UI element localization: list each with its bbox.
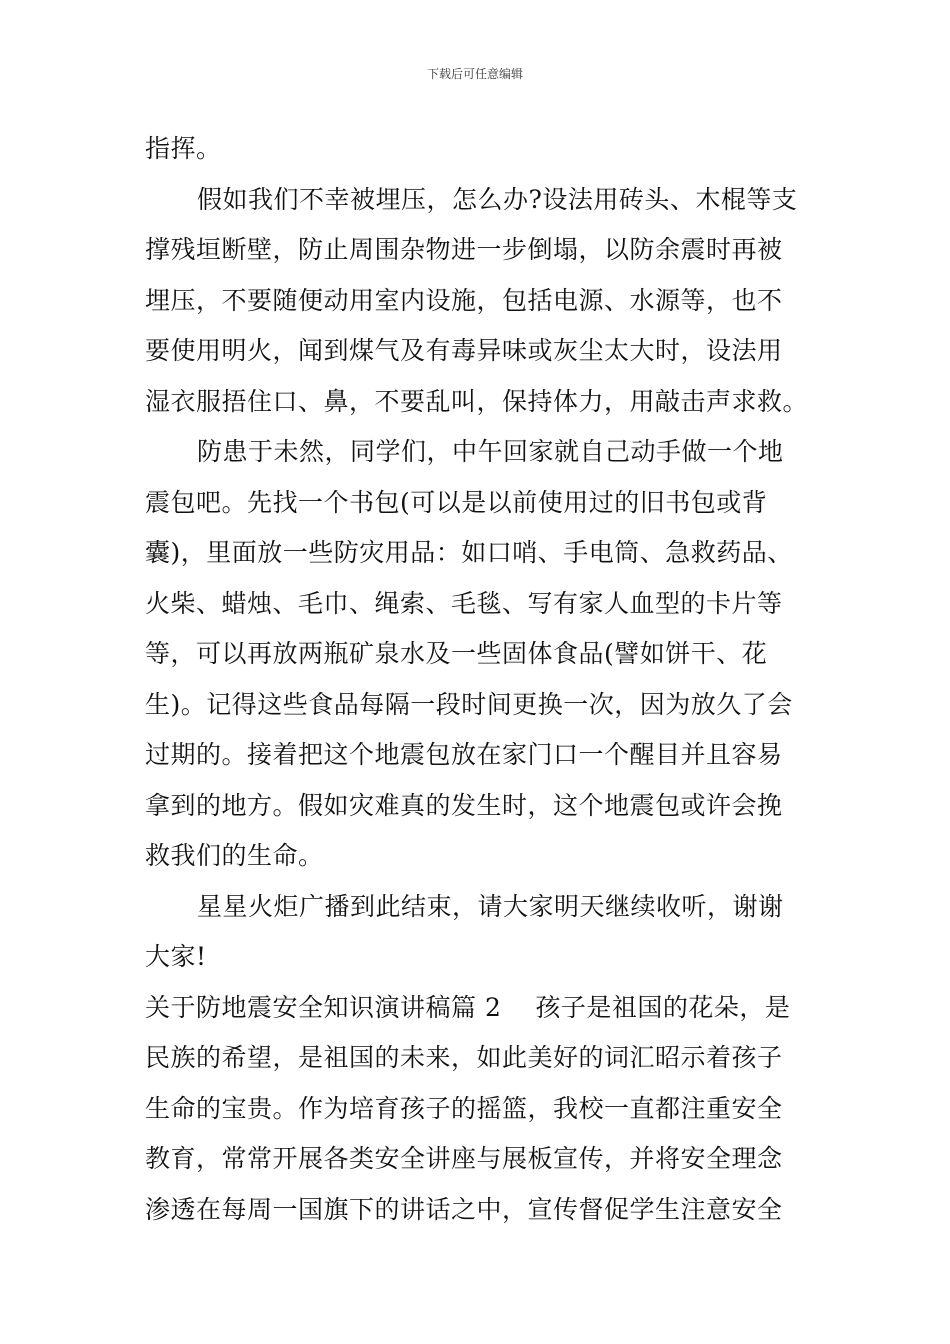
paragraph-line: 拿到的地方。假如灾难真的发生时，这个地震包或许会挽: [145, 790, 783, 820]
paragraph-line: 民族的希望，是祖国的未来，如此美好的词汇昭示着孩子: [145, 1043, 783, 1072]
paragraph-line: 生)。记得这些食品每隔一段时间更换一次，因为放久了会: [145, 689, 793, 719]
page-header: 下载后可任意编辑: [426, 67, 523, 81]
paragraph-line: 火柴、蜡烛、毛巾、绳索、毛毯、写有家人血型的卡片等: [145, 588, 783, 618]
paragraph-line: 埋压，不要随便动用室内设施，包括电源、水源等，也不: [145, 285, 783, 315]
paragraph-line: 等，可以再放两瓶矿泉水及一些固体食品(譬如饼干、花: [145, 639, 768, 668]
paragraph-line: 大家!: [145, 942, 207, 971]
paragraph-line: 过期的。接着把这个地震包放在家门口一个醒目并且容易: [145, 740, 783, 769]
paragraph-line: 震包吧。先找一个书包(可以是以前使用过的旧书包或背: [145, 487, 768, 517]
paragraph-line: 湿衣服捂住口、鼻，不要乱叫，保持体力，用敲击声求救。: [145, 386, 809, 416]
paragraph-line: 要使用明火，闻到煤气及有毒异味或灰尘太大时，设法用: [145, 336, 783, 365]
document-body: [145, 124, 807, 1235]
paragraph-line: 指挥。: [145, 134, 222, 163]
section-heading-line: [145, 983, 807, 1034]
paragraph-line: 生命的宝贵。作为培育孩子的摇篮，我校一直都注重安全: [145, 1093, 783, 1123]
paragraph-line: 教育，常常开展各类安全讲座与展板宣传，并将安全理念: [145, 1144, 783, 1173]
paragraph-line: 渗透在每周一国旗下的讲话之中，宣传督促学生注意安全: [145, 1194, 783, 1224]
paragraph-line: 救我们的生命。: [145, 841, 324, 870]
paragraph-line: 撑残垣断壁，防止周围杂物进一步倒塌，以防余震时再被: [145, 235, 783, 264]
paragraph-line: 防患于未然，同学们，中午回家就自己动手做一个地: [197, 437, 784, 466]
paragraph-line: 假如我们不幸被埋压，怎么办?设法用砖头、木棍等支: [197, 184, 798, 214]
paragraph-line: 囊)，里面放一些防灾用品：如口哨、手电筒、急救药品、: [145, 538, 793, 567]
section-title: 关于防地震安全知识演讲稿篇 2: [145, 992, 502, 1022]
paragraph-line: 星星火炬广播到此结束，请大家明天继续收听，谢谢: [197, 891, 784, 921]
section-first-sentence: 孩子是祖国的花朵，是: [535, 992, 791, 1022]
